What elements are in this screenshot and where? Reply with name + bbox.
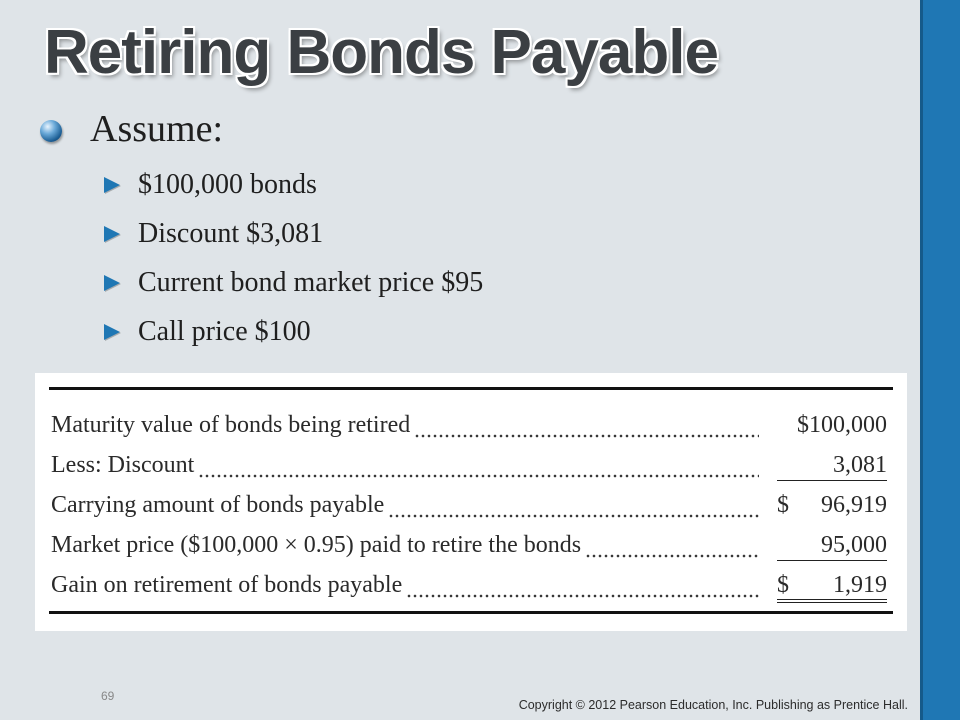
bond-retirement-table — [35, 373, 907, 631]
row-description — [51, 532, 777, 559]
dot-leader — [406, 575, 759, 599]
list-item-text: Current bond market price $95 — [138, 266, 484, 298]
row-amount — [777, 572, 887, 599]
arrow-bullet-icon — [104, 177, 120, 193]
list-item — [104, 160, 483, 209]
copyright-notice: Copyright © 2012 Pearson Education, Inc. Publishing as Prentice Hall. — [518, 698, 908, 712]
bullet-assume — [40, 107, 223, 151]
list-item-text: Call price $100 — [138, 315, 311, 347]
bullet-label: Assume: — [90, 108, 223, 150]
table-bottom-rule — [49, 611, 893, 614]
list-item — [104, 209, 483, 258]
amount-value: 1,919 — [833, 572, 887, 598]
arrow-bullet-icon — [104, 324, 120, 340]
table-top-rule — [49, 387, 893, 390]
table-row — [51, 479, 887, 519]
amount-value: 95,000 — [821, 532, 887, 558]
dot-leader — [388, 495, 759, 519]
table-row — [51, 399, 887, 439]
dot-leader — [585, 535, 759, 559]
arrow-bullet-icon — [104, 275, 120, 291]
row-description — [51, 572, 777, 599]
bullet-orb-icon — [40, 120, 62, 142]
amount-value: 3,081 — [833, 452, 887, 478]
table-row — [51, 519, 887, 559]
accent-sidebar — [920, 0, 960, 720]
currency-symbol: $ — [777, 492, 789, 518]
row-description — [51, 492, 777, 519]
table-row — [51, 439, 887, 479]
slide-title: Retiring Bonds Payable — [44, 18, 718, 87]
row-label: Market price ($100,000 × 0.95) paid to retire the bonds — [51, 532, 582, 558]
page-number: 69 — [101, 689, 115, 703]
list-item — [104, 258, 483, 307]
list-item — [104, 307, 483, 356]
table-row — [51, 559, 887, 599]
dot-leader — [198, 455, 759, 479]
row-amount — [777, 452, 887, 479]
arrow-bullet-icon — [104, 226, 120, 242]
row-label: Maturity value of bonds being retired — [51, 412, 411, 438]
table-rows — [51, 399, 887, 599]
row-description — [51, 452, 777, 479]
list-item-text: Discount $3,081 — [138, 217, 324, 249]
row-label: Gain on retirement of bonds payable — [51, 572, 403, 598]
row-amount — [777, 412, 887, 439]
amount-value: 96,919 — [821, 492, 887, 518]
list-item-text: $100,000 bonds — [138, 168, 317, 200]
assumption-list — [104, 160, 483, 356]
currency-symbol: $ — [777, 572, 789, 598]
row-amount — [777, 532, 887, 559]
dot-leader — [414, 415, 759, 439]
row-amount — [777, 492, 887, 519]
row-description — [51, 412, 777, 439]
amount-value: $100,000 — [797, 412, 887, 438]
row-label: Less: Discount — [51, 452, 195, 478]
row-label: Carrying amount of bonds payable — [51, 492, 385, 518]
